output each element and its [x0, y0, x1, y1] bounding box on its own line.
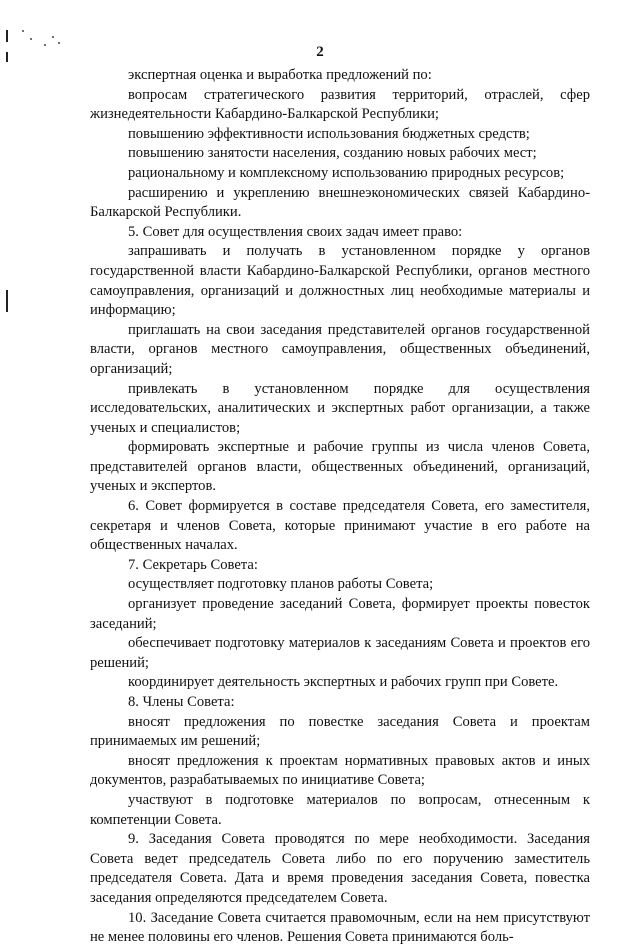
paragraph: привлекать в установленном порядке для осуществления исследовательских, аналитических и экспертных работ организации, а также ученых и специалистов;	[90, 380, 590, 436]
paragraph: запрашивать и получать в установленном порядке у органов государственной власти Кабардино-Балкарской Республики, органов местного самоуправления, организаций и должностных лиц необходимые материалы и информацию;	[90, 243, 590, 319]
paragraph: приглашать на свои заседания представителей органов государственной власти, органов местного самоуправления, общественных объединений, организаций;	[90, 321, 590, 377]
section-paragraph: 6. Совет формируется в составе председателя Совета, его заместителя, секретаря и членов Совета, которые принимают участие в его работе на общественных началах.	[90, 498, 590, 554]
section-paragraph: 9. Заседания Совета проводятся по мере необходимости. Заседания Совета ведет председатель Совета либо по его поручению заместитель председателя Совета. Дата и время проведения заседания Совета, повестка заседания определяются председателем Совета.	[90, 831, 590, 906]
paragraph: расширению и укреплению внешнеэкономических связей Кабардино-Балкарской Республики.	[90, 184, 590, 221]
section-heading: 7. Секретарь Совета:	[128, 556, 258, 573]
document-body	[90, 66, 590, 948]
paragraph: вносят предложения к проектам нормативных правовых актов и иных документов, разрабатываемых по инициативе Совета;	[90, 752, 590, 789]
paragraph: вносят предложения по повестке заседания Совета и проектам принимаемых им решений;	[90, 713, 590, 750]
paragraph: повышению занятости населения, созданию новых рабочих мест;	[128, 145, 537, 162]
paragraph: координирует деятельность экспертных и рабочих групп при Совете.	[128, 674, 559, 691]
paragraph: осуществляет подготовку планов работы Совета;	[128, 576, 434, 593]
page-number: 2	[316, 44, 324, 60]
paragraph: формировать экспертные и рабочие группы из числа членов Совета, представителей органов власти, общественных объединений, организаций, ученых и экспертов.	[90, 439, 590, 495]
section-heading: 8. Члены Совета:	[128, 694, 235, 710]
paragraph: экспертная оценка и выработка предложений по:	[128, 67, 432, 83]
scan-speck	[52, 36, 54, 38]
section-heading: 5. Совет для осуществления своих задач имеет право:	[128, 223, 463, 240]
paragraph: вопросам стратегического развития территорий, отраслей, сфер жизнедеятельности Кабардино-Балкарской Республики;	[90, 86, 590, 123]
paragraph: обеспечивает подготовку материалов к заседаниям Совета и проектов его решений;	[90, 635, 590, 671]
scan-speck	[22, 30, 24, 32]
scan-speck	[30, 38, 32, 40]
scan-edge-mark	[6, 30, 8, 42]
paragraph: повышению эффективности использования бюджетных средств;	[128, 125, 530, 142]
scan-edge-mark	[6, 290, 8, 312]
section-paragraph: 10. Заседание Совета считается правомочным, если на нем присутствуют не менее половины его членов. Решения Совета принимаются боль-	[90, 909, 590, 946]
paragraph: организует проведение заседаний Совета, формирует проекты повесток заседаний;	[90, 596, 590, 632]
paragraph: участвуют в подготовке материалов по вопросам, отнесенным к компетенции Совета.	[90, 791, 590, 828]
paragraph: рациональному и комплексному использованию природных ресурсов;	[128, 164, 565, 181]
